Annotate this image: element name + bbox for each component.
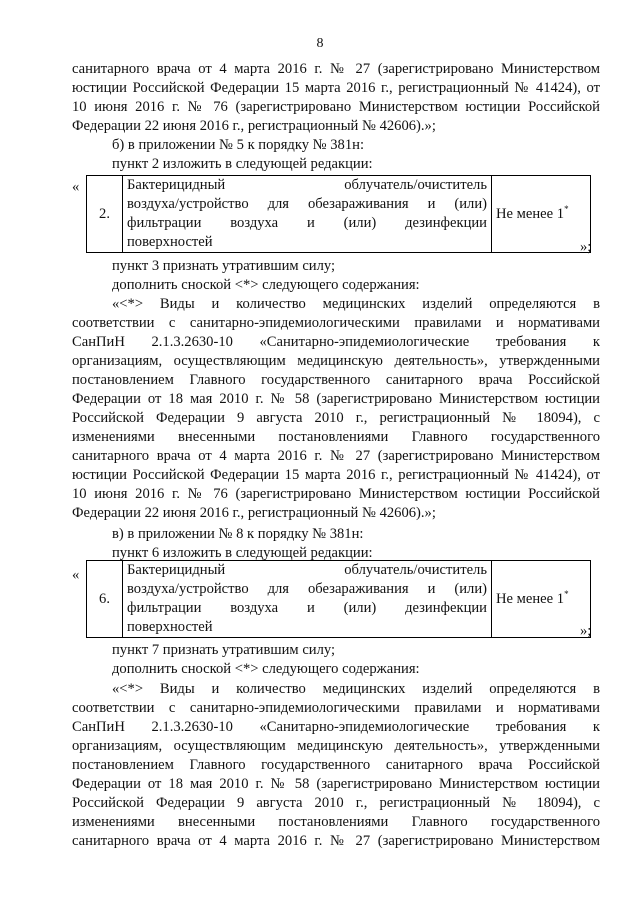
row-number: 2. — [87, 176, 123, 253]
text-line: СанПиН 2.1.3.2630-10 «Санитарно-эпидемиологические требования к — [72, 334, 600, 350]
description-line: поверхностей — [127, 234, 213, 250]
text-line: «<*> Виды и количество медицинских изделий определяются в — [112, 296, 600, 312]
quantity-value: Не менее 1 — [496, 205, 565, 222]
page-number: 8 — [316, 36, 324, 51]
row-quantity — [492, 176, 591, 253]
p7-void: пункт 7 признать утратившим силу; — [112, 642, 336, 658]
row-description — [123, 561, 492, 638]
text-line: санитарного врача от 4 марта 2016 г. № 27 (зарегистрировано Министерством — [72, 833, 600, 849]
row-quantity — [492, 561, 591, 638]
text-line: юстиции Российской Федерации 15 марта 2016 г., регистрационный № 41424), от — [72, 467, 600, 483]
p6-intro: пункт 6 изложить в следующей редакции: — [112, 545, 373, 561]
text-line: юстиции Российской Федерации 15 марта 2016 г., регистрационный № 41424), от — [72, 80, 600, 96]
description-line: фильтрации воздуха и (или) дезинфекции — [127, 215, 487, 231]
text-line: Федерации 22 июня 2016 г., регистрационный № 42606).»; — [72, 118, 436, 134]
footnote-mark: * — [564, 203, 569, 214]
description-line: поверхностей — [127, 619, 213, 635]
text-line: изменениями внесенными постановлениями Главного государственного — [72, 814, 600, 830]
text-line: Российской Федерации 9 августа 2010 г., регистрационный № 18094), с — [72, 410, 600, 426]
text-line: постановлением Главного государственного санитарного врача Российской — [72, 372, 600, 388]
text-line: организациям, осуществляющим медицинскую деятельность», утвержденными — [72, 738, 600, 754]
row-description — [123, 176, 492, 253]
footnote-mark: * — [564, 588, 569, 599]
text-line: соответствии с санитарно-эпидемиологическими правилами и нормативами — [72, 315, 600, 331]
text-line: Федерации от 18 мая 2010 г. № 58 (зарегистрировано Министерством юстиции — [72, 776, 600, 792]
footnote-add: дополнить сноской <*> следующего содержания: — [112, 277, 420, 293]
close-quote: »; — [580, 623, 592, 639]
text-line: Российской Федерации 9 августа 2010 г., регистрационный № 18094), с — [72, 795, 600, 811]
text-line: Федерации 22 июня 2016 г., регистрационный № 42606).»; — [72, 505, 436, 521]
p3-void: пункт 3 признать утратившим силу; — [112, 258, 336, 274]
text-line: 10 июня 2016 г. № 76 (зарегистрировано Министерством юстиции Российской — [72, 99, 600, 115]
text-line: «<*> Виды и количество медицинских изделий определяются в — [112, 681, 600, 697]
item-v: в) в приложении № 8 к порядку № 381н: — [112, 526, 364, 542]
text-line: Федерации от 18 мая 2010 г. № 58 (зарегистрировано Министерством юстиции — [72, 391, 600, 407]
quantity-value: Не менее 1 — [496, 590, 565, 607]
text-line: СанПиН 2.1.3.2630-10 «Санитарно-эпидемиологические требования к — [72, 719, 600, 735]
close-quote: »; — [580, 239, 592, 255]
text-line: изменениями внесенными постановлениями Главного государственного — [72, 429, 600, 445]
text-line: 10 июня 2016 г. № 76 (зарегистрировано Министерством юстиции Российской — [72, 486, 600, 502]
row-number: 6. — [87, 561, 123, 638]
open-quote: « — [72, 179, 80, 195]
open-quote: « — [72, 567, 80, 583]
text-line: организациям, осуществляющим медицинскую деятельность», утвержденными — [72, 353, 600, 369]
equipment-table-1 — [86, 175, 591, 253]
description-line: фильтрации воздуха и (или) дезинфекции — [127, 600, 487, 616]
description-line: воздуха/устройство для обезараживания и (или) — [127, 196, 487, 212]
description-line: Бактерицидный облучатель/очиститель — [127, 562, 487, 578]
equipment-table-2 — [86, 560, 591, 638]
p2-intro: пункт 2 изложить в следующей редакции: — [112, 156, 373, 172]
text-line: постановлением Главного государственного санитарного врача Российской — [72, 757, 600, 773]
footnote-add: дополнить сноской <*> следующего содержания: — [112, 661, 420, 677]
item-b: б) в приложении № 5 к порядку № 381н: — [112, 137, 365, 153]
text-line: санитарного врача от 4 марта 2016 г. № 27 (зарегистрировано Министерством — [72, 61, 600, 77]
description-line: воздуха/устройство для обезараживания и (или) — [127, 581, 487, 597]
text-line: соответствии с санитарно-эпидемиологическими правилами и нормативами — [72, 700, 600, 716]
text-line: санитарного врача от 4 марта 2016 г. № 27 (зарегистрировано Министерством — [72, 448, 600, 464]
description-line: Бактерицидный облучатель/очиститель — [127, 177, 487, 193]
